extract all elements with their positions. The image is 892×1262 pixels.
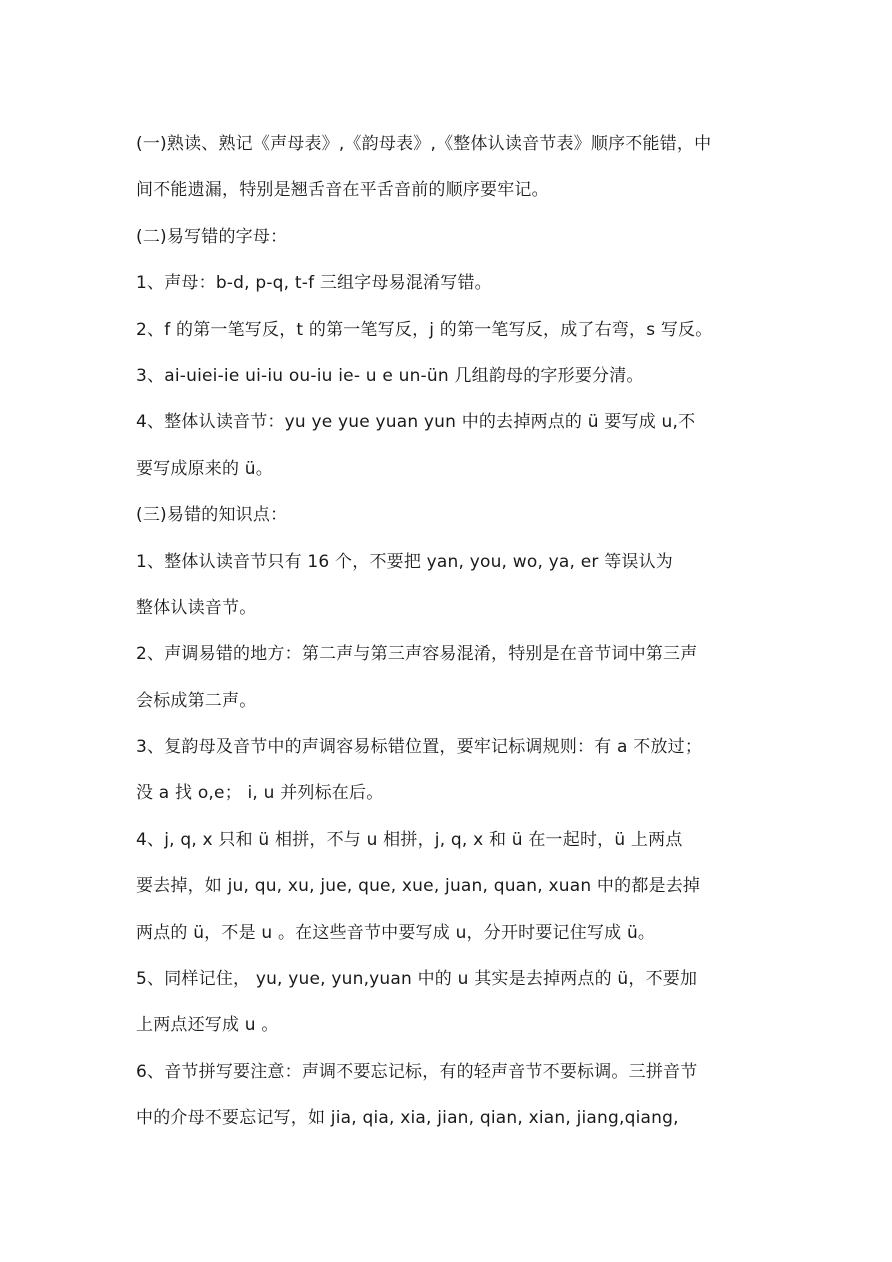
section-heading: (二)易写错的字母： — [136, 226, 288, 247]
text-line: 2、声调易错的地方：第二声与第三声容易混淆，特别是在音节词中第三声 — [136, 644, 698, 665]
text-line: 没 a 找 o,e； i, u 并列标在后。 — [136, 783, 384, 804]
text-line: 4、整体认读音节：yu ye yue yuan yun 中的去掉两点的 ü 要写成 u,不 — [136, 412, 696, 433]
text-line: 要去掉，如 ju, qu, xu, jue, que, xue, juan, quan, xuan 中的都是去掉 — [136, 876, 701, 897]
text-line: 上两点还写成 u 。 — [136, 1015, 279, 1036]
text-line: 3、复韵母及音节中的声调容易标错位置，要牢记标调规则：有 a 不放过； — [136, 737, 703, 758]
text-line: (一)熟读、熟记《声母表》,《韵母表》,《整体认读音节表》顺序不能错，中 — [136, 134, 712, 154]
text-line: 6、音节拼写要注意：声调不要忘记标，有的轻声音节不要标调。三拼音节 — [136, 1061, 698, 1082]
text-line: 5、同样记住， yu, yue, yun,yuan 中的 u 其实是去掉两点的 ü，不要加 — [136, 969, 698, 990]
text-line: 3、ai-uiei-ie ui-iu ou-iu ie- u e un-ün 几组韵母的字形要分清。 — [136, 365, 644, 386]
text-line: 中的介母不要忘记写，如 jia, qia, xia, jian, qian, xian, jiang,qiang, — [136, 1108, 679, 1129]
section-heading: (三)易错的知识点： — [136, 505, 288, 526]
text-line: 整体认读音节。 — [136, 597, 257, 618]
text-line: 要写成原来的 ü。 — [136, 458, 273, 479]
text-line: 间不能遗漏，特别是翘舌音在平舌音前的顺序要牢记。 — [136, 180, 549, 201]
text-line: 4、j, q, x 只和 ü 相拼，不与 u 相拼，j, q, x 和 ü 在一起时，ü 上两点 — [136, 829, 683, 850]
text-line: 1、声母：b-d, p-q, t-f 三组字母易混淆写错。 — [136, 273, 492, 294]
document-body — [136, 121, 762, 1142]
text-line: 会标成第二声。 — [136, 690, 257, 711]
text-line: 两点的 ü，不是 u 。在这些音节中要写成 u，分开时要记住写成 ü。 — [136, 922, 656, 943]
text-line: 1、整体认读音节只有 16 个，不要把 yan, you, wo, ya, er 等误认为 — [136, 551, 674, 572]
text-line: 2、f 的第一笔写反，t 的第一笔写反，j 的第一笔写反，成了右弯，s 写反。 — [136, 319, 713, 340]
